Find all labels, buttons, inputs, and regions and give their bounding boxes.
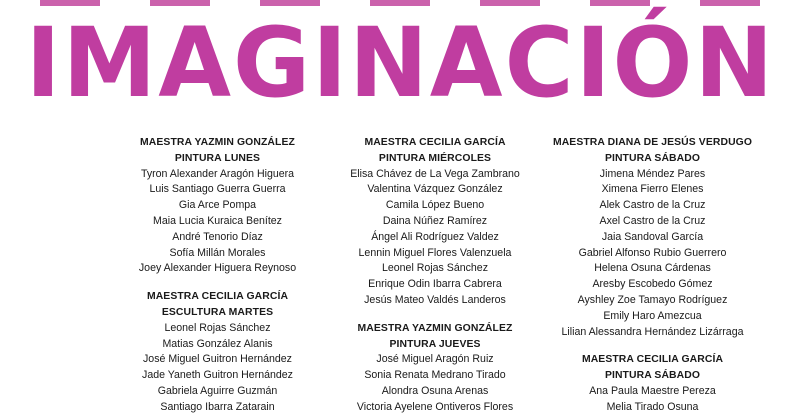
class-group [110, 289, 325, 415]
student-name: Luis Santiago Guerra Guerra [149, 183, 286, 196]
student-name: Daina Núñez Ramírez [382, 214, 488, 227]
strip-segment [260, 0, 320, 6]
class-group [328, 321, 543, 416]
student-name: Santiago Ibarra Zatarain [160, 400, 275, 413]
student-name: Jaia Sandoval García [601, 230, 704, 243]
strip-segment [150, 0, 210, 6]
student-name: Ángel Ali Rodríguez Valdez [371, 230, 499, 243]
student-name: Ximena Fierro Elenes [601, 183, 704, 196]
class-title: PINTURA LUNES [174, 152, 261, 164]
student-name: Leonel Rojas Sánchez [381, 262, 488, 275]
student-name: Ayshley Zoe Tamayo Rodríguez [577, 293, 728, 306]
page-title: IMAGINACIÓN [25, 7, 775, 119]
student-name: Gabriel Alfonso Rubio Guerrero [578, 246, 727, 259]
student-name: Jesús Mateo Valdés Landeros [364, 293, 506, 306]
student-name: José Miguel Guitron Hernández [143, 353, 292, 366]
class-group [328, 135, 543, 309]
teacher-name: MAESTRA YAZMIN GONZÁLEZ [357, 322, 513, 334]
student-name: Ana Paula Maestre Pereza [589, 384, 716, 397]
class-group [110, 135, 325, 277]
strip-segment [40, 0, 100, 6]
teacher-name: MAESTRA CECILIA GARCÍA [146, 291, 289, 303]
student-name: Joey Alexander Higuera Reynoso [138, 262, 297, 275]
student-name: Helena Osuna Cárdenas [594, 262, 711, 275]
teacher-name: MAESTRA DIANA DE JESÚS VERDUGO [552, 137, 753, 148]
student-name: Tyron Alexander Aragón Higuera [140, 167, 295, 180]
student-name: Emily Haro Amezcua [603, 309, 702, 322]
class-title: PINTURA JUEVES [389, 338, 481, 350]
column-2 [328, 135, 543, 413]
class-title: PINTURA MIÉRCOLES [378, 152, 492, 164]
teacher-name: MAESTRA YAZMIN GONZÁLEZ [140, 137, 295, 148]
class-title: PINTURA SÁBADO [604, 370, 701, 382]
column-3 [545, 135, 760, 413]
class-group [545, 352, 760, 415]
strip-segment [700, 0, 760, 6]
student-name: Alondra Osuna Arenas [381, 384, 489, 397]
student-name: Jade Yaneth Guitron Hernández [142, 369, 293, 382]
class-title: PINTURA SÁBADO [604, 152, 701, 164]
student-name: Elisa Chávez de La Vega Zambrano [350, 167, 520, 180]
student-name: Alek Castro de la Cruz [599, 199, 706, 212]
student-name: Sofía Millán Morales [169, 246, 266, 259]
student-name: Axel Castro de la Cruz [599, 214, 706, 227]
headline [0, 8, 800, 118]
column-1 [110, 135, 325, 413]
student-name: Jimena Méndez Pares [599, 167, 706, 180]
student-name: Gia Arce Pompa [178, 199, 257, 212]
student-name: Aresby Escobedo Gómez [592, 278, 713, 291]
student-name: José Miguel Aragón Ruiz [376, 353, 494, 366]
student-name: Valentina Vázquez González [367, 183, 503, 196]
student-name: Matias González Alanis [162, 337, 273, 350]
class-title: ESCULTURA MARTES [161, 306, 274, 318]
student-name: Victoria Ayelene Ontiveros Flores [356, 400, 514, 413]
class-group [545, 135, 760, 340]
strip-segment [590, 0, 650, 6]
class-lists [110, 135, 760, 413]
teacher-name: MAESTRA CECILIA GARCÍA [364, 137, 506, 148]
student-name: André Tenorio Díaz [172, 230, 263, 243]
student-name: Camila López Bueno [385, 199, 485, 212]
student-name: Melia Tirado Osuna [606, 400, 699, 413]
student-name: Leonel Rojas Sánchez [164, 321, 271, 334]
student-name: Maia Lucia Kuraica Benítez [153, 214, 282, 227]
student-name: Sonia Renata Medrano Tirado [364, 369, 506, 382]
student-name: Gabriela Aguirre Guzmán [157, 384, 278, 397]
student-name: Lennin Miguel Flores Valenzuela [358, 246, 512, 259]
strip-segment [370, 0, 430, 6]
teacher-name: MAESTRA CECILIA GARCÍA [581, 354, 724, 366]
student-name: Lilian Alessandra Hernández Lizárraga [561, 325, 744, 338]
strip-segment [480, 0, 540, 6]
student-name: Enrique Odin Ibarra Cabrera [368, 278, 502, 291]
